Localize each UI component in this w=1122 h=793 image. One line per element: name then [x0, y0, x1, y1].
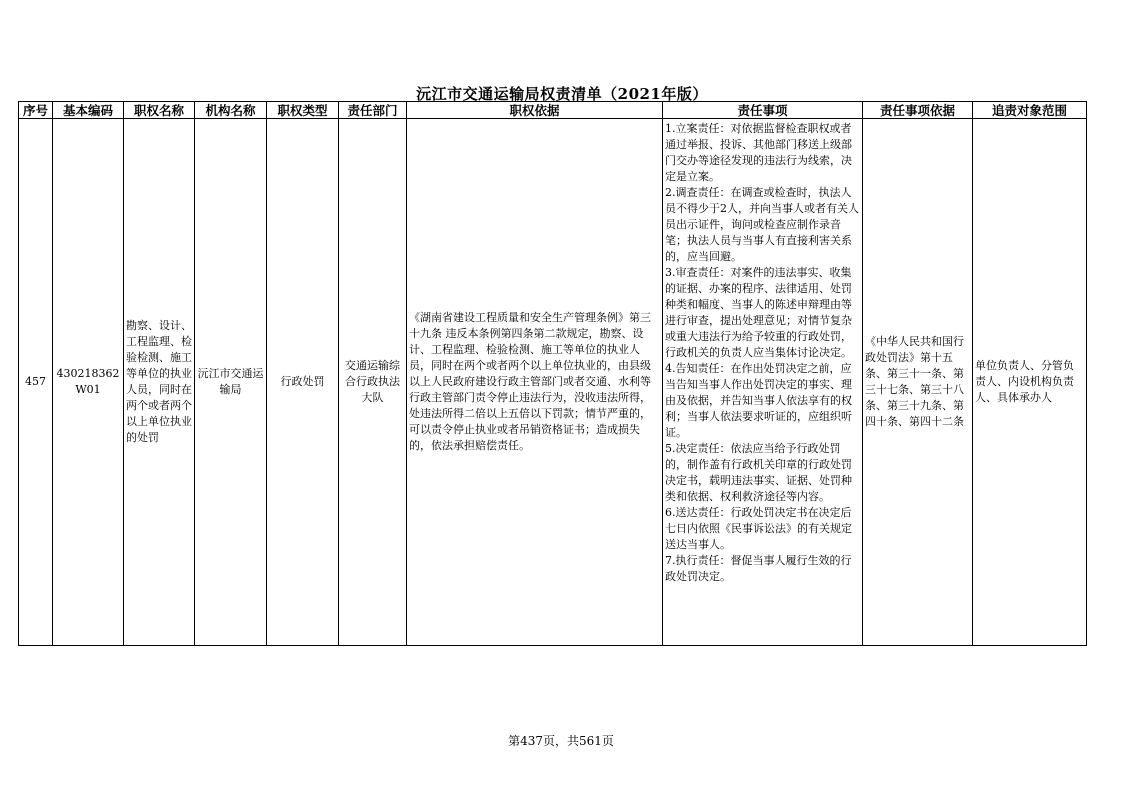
page-title: 沅江市交通运输局权责清单（2021年版） — [416, 85, 708, 103]
duties-list — [665, 121, 860, 643]
power-list-table — [18, 101, 1087, 646]
header-power-type: 职权类型 — [267, 102, 339, 119]
header-org-name: 机构名称 — [195, 102, 267, 119]
header-row — [19, 102, 1087, 119]
cell-org-name: 沅江市交通运输局 — [195, 119, 267, 646]
header-basis: 职权依据 — [407, 102, 663, 119]
page-number: 第437页，共561页 — [508, 734, 614, 748]
cell-power-name: 勘察、设计、工程监理、检验检测、施工等单位的执业人员，同时在两个或者两个以上单位执业的处罚 — [124, 119, 195, 646]
header-code: 基本编码 — [53, 102, 124, 119]
cell-dept: 交通运输综合行政执法大队 — [339, 119, 407, 646]
header-accountability: 追责对象范围 — [973, 102, 1087, 119]
duty-item-5: 5.决定责任：依法应当给予行政处罚的，制作盖有行政机关印章的行政处罚决定书，载明违法事实、证据、处罚种类和依据、权利救济途径等内容。 — [665, 442, 852, 503]
duty-item-7: 7.执行责任：督促当事人履行生效的行政处罚决定。 — [665, 554, 852, 583]
duty-item-3: 3.审查责任：对案件的违法事实、收集的证据、办案的程序、法律适用、处罚种类和幅度、当事人的陈述申辩理由等进行审查，提出处理意见；对情节复杂或重大违法行为给予较重的行政处罚，行政机关的负责人应当集体讨论决定。 — [665, 266, 852, 359]
header-duties: 责任事项 — [663, 102, 863, 119]
duty-item-1: 1.立案责任：对依据监督检查职权或者通过举报、投诉、其他部门移送上级部门交办等途径发现的违法行为线索，决定是立案。 — [665, 122, 852, 183]
duty-item-6: 6.送达责任：行政处罚决定书在决定后七日内依照《民事诉讼法》的有关规定送达当事人。 — [665, 506, 852, 551]
cell-code: 430218362W01 — [53, 119, 124, 646]
duty-item-4: 4.告知责任：在作出处罚决定之前，应当告知当事人作出处罚决定的事实、理由及依据，并告知当事人依法享有的权利；当事人依法要求听证的，应组织听证。 — [665, 362, 852, 439]
header-dept: 责任部门 — [339, 102, 407, 119]
cell-basis: 《湖南省建设工程质量和安全生产管理条例》第三十九条 违反本条例第四条第二款规定，勘察、设计、工程监理、检验检测、施工等单位的执业人员，同时在两个或者两个以上单位执业的，由县级以上人民政府建设行政主管部门或者交通、水利等行政主管部门责令停止违法行为，没收违法所得，处违法所得二倍以上五倍以下罚款；情节严重的，可以责令停止执业或者吊销资格证书；造成损失的，依法承担赔偿责任。 — [407, 119, 663, 646]
cell-duty-basis: 《中华人民共和国行政处罚法》第十五条、第三十一条、第三十七条、第三十八条、第三十九条、第四十条、第四十二条 — [863, 119, 973, 646]
duty-item-2: 2.调查责任：在调查或检查时，执法人员不得少于2人，并向当事人或者有关人员出示证件，询问或检查应制作录音笔；执法人员与当事人有直接利害关系的，应当回避。 — [665, 186, 859, 263]
cell-duties — [663, 119, 863, 646]
cell-index: 457 — [19, 119, 53, 646]
table-row — [19, 119, 1087, 646]
header-power-name: 职权名称 — [124, 102, 195, 119]
cell-accountability: 单位负责人、分管负责人、内设机构负责人、具体承办人 — [973, 119, 1087, 646]
cell-power-type: 行政处罚 — [267, 119, 339, 646]
header-duty-basis: 责任事项依据 — [863, 102, 973, 119]
header-index: 序号 — [19, 102, 53, 119]
